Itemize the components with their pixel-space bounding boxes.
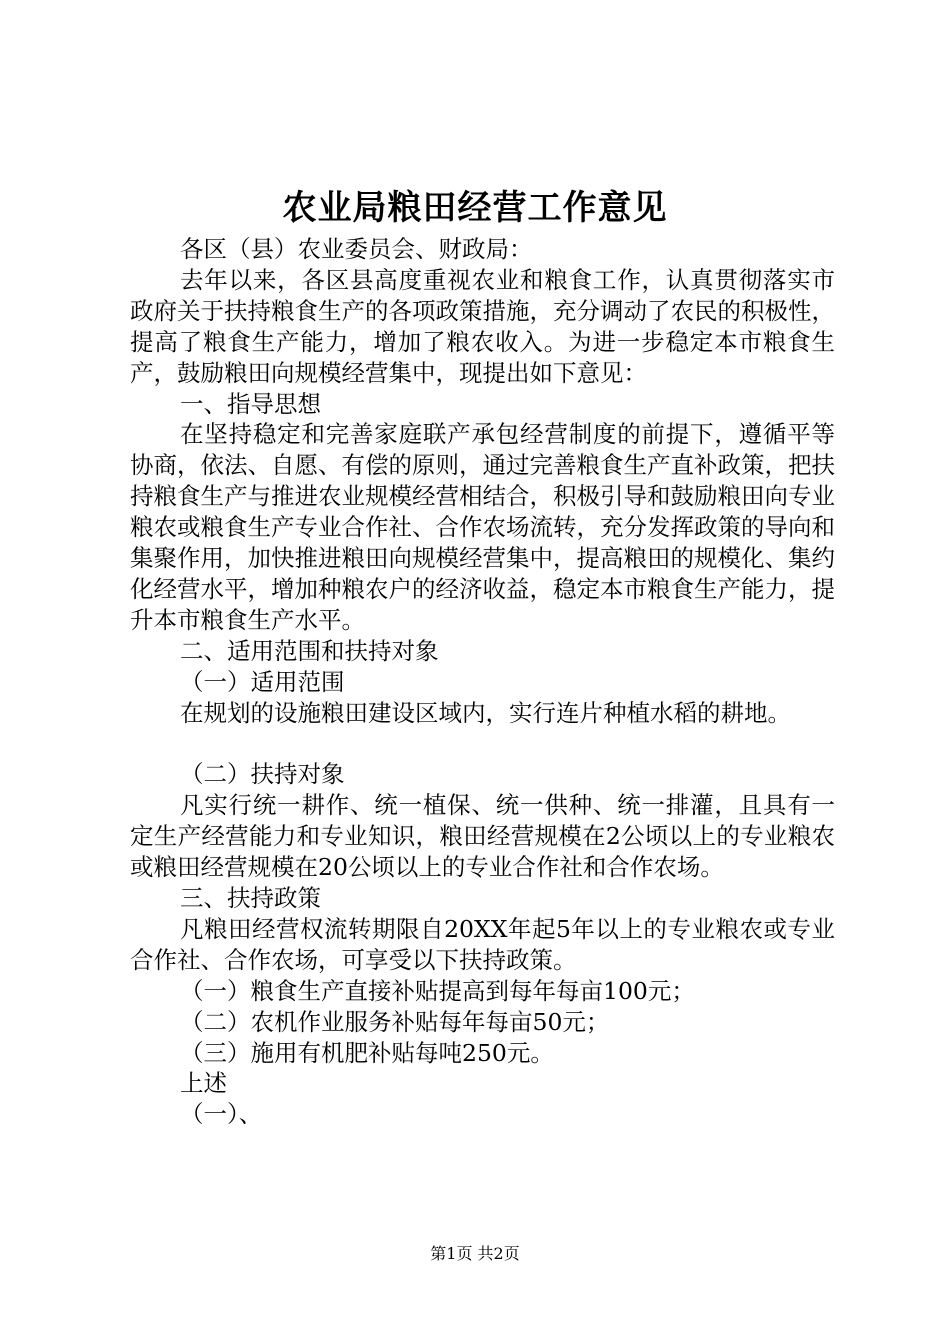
policy-item: （三）施用有机肥补贴每吨250元。: [180, 1038, 554, 1067]
body-line: 上述: [180, 1069, 227, 1098]
section-heading: 一、指导思想: [180, 389, 321, 418]
guiding-principle-paragraph: 在坚持稳定和完善家庭联产承包经营制度的前提下，遵循平等协商，依法、自愿、有偿的原则，通过完善粮食生产直补政策，把扶持粮食生产与推进农业规模经营相结合，积极引导和鼓励粮田向专业粮农或粮食生产专业合作社、合作农场流转，充分发挥政策的导向和集聚作用，加快推进粮田向规模经营集中，提高粮田的规模化、集约化经营水平，增加种粮农户的经济收益，稳定本市粮食生产能力，提升本市粮食生产水平。: [130, 420, 835, 634]
section-heading: 二、适用范围和扶持对象: [180, 636, 439, 665]
document-body: [130, 234, 835, 1130]
section-heading: 三、扶持政策: [180, 884, 321, 913]
document-title: 农业局粮田经营工作意见: [282, 188, 668, 228]
page-footer: 第1页 共2页: [430, 1244, 520, 1263]
policy-item: （二）农机作业服务补贴每年每亩50元；: [180, 1007, 610, 1036]
policy-paragraph: 凡粮田经营权流转期限自20XX年起5年以上的专业粮农或专业合作社、合作农场，可享受以下扶持政策。: [130, 914, 835, 974]
target-paragraph: 凡实行统一耕作、统一植保、统一供种、统一排灌，且具有一定生产经营能力和专业知识，粮田经营规模在2公顷以上的专业粮农或粮田经营规模在20公顷以上的专业合作社和合作农场。: [130, 791, 835, 882]
policy-item: （一）粮食生产直接补贴提高到每年每亩100元；: [180, 976, 695, 1005]
body-line: （一）、: [180, 1100, 263, 1129]
subsection-heading: （二）扶持对象: [180, 760, 345, 789]
intro-paragraph: 去年以来，各区县高度重视农业和粮食工作，认真贯彻落实市政府关于扶持粮食生产的各项政策措施，充分调动了农民的积极性，提高了粮食生产能力，增加了粮农收入。为进一步稳定本市粮食生产，鼓励粮田向规模经营集中，现提出如下意见：: [130, 265, 835, 387]
salutation: 各区（县）农业委员会、财政局：: [180, 235, 533, 263]
scope-paragraph: 在规划的设施粮田建设区域内，实行连片种植水稻的耕地。: [180, 698, 791, 727]
subsection-heading: （一）适用范围: [180, 667, 345, 696]
blank-line: [130, 729, 835, 760]
